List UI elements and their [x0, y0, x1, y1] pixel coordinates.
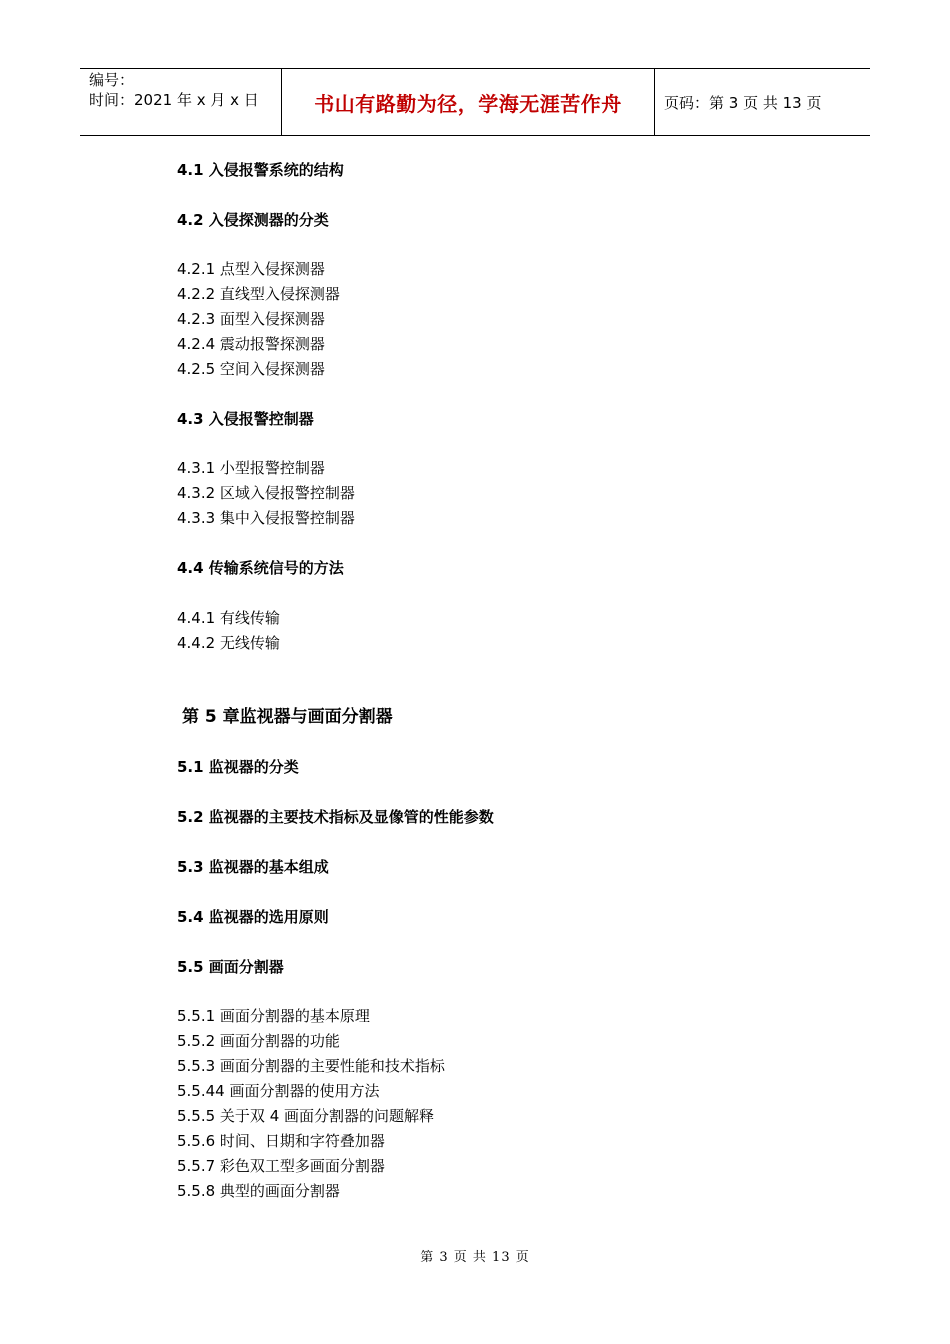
subsection-item: 4.2.2 直线型入侵探测器 — [177, 285, 340, 303]
subsection-item: 5.5.1 画面分割器的基本原理 — [177, 1007, 370, 1025]
section-heading: 4.2 入侵探测器的分类 — [177, 211, 329, 229]
number-label: 编号： — [89, 71, 135, 89]
chapter-heading: 第 5 章监视器与画面分割器 — [182, 707, 393, 727]
section-heading: 4.1 入侵报警系统的结构 — [177, 161, 344, 179]
subsection-item: 4.2.5 空间入侵探测器 — [177, 360, 325, 378]
subsection-item: 4.2.3 面型入侵探测器 — [177, 310, 325, 328]
subsection-item: 5.5.7 彩色双工型多画面分割器 — [177, 1157, 385, 1175]
section-heading: 5.4 监视器的选用原则 — [177, 908, 329, 926]
motto-text: 书山有路勤为径，学海无涯苦作舟 — [314, 91, 622, 116]
section-heading: 5.5 画面分割器 — [177, 958, 284, 976]
section-heading: 5.1 监视器的分类 — [177, 758, 299, 776]
page-info: 页码：第 3 页 共 13 页 — [664, 93, 822, 112]
subsection-item: 5.5.2 画面分割器的功能 — [177, 1032, 340, 1050]
subsection-item: 5.5.6 时间、日期和字符叠加器 — [177, 1132, 385, 1150]
subsection-item: 4.4.1 有线传输 — [177, 609, 280, 627]
section-heading: 5.2 监视器的主要技术指标及显像管的性能参数 — [177, 808, 494, 826]
subsection-item: 5.5.5 关于双 4 画面分割器的问题解释 — [177, 1107, 435, 1125]
subsection-item: 5.5.44 画面分割器的使用方法 — [177, 1082, 380, 1100]
subsection-item: 4.3.3 集中入侵报警控制器 — [177, 509, 355, 527]
subsection-item: 4.2.1 点型入侵探测器 — [177, 260, 325, 278]
subsection-item: 4.2.4 震动报警探测器 — [177, 335, 325, 353]
subsection-item: 5.5.3 画面分割器的主要性能和技术指标 — [177, 1057, 445, 1075]
subsection-item: 5.5.8 典型的画面分割器 — [177, 1182, 340, 1200]
subsection-item: 4.3.1 小型报警控制器 — [177, 459, 325, 477]
time-label: 时间：2021 年 x 月 x 日 — [89, 91, 259, 109]
section-heading: 4.3 入侵报警控制器 — [177, 410, 314, 428]
subsection-item: 4.3.2 区域入侵报警控制器 — [177, 484, 355, 502]
section-heading: 4.4 传输系统信号的方法 — [177, 559, 344, 577]
section-heading: 5.3 监视器的基本组成 — [177, 858, 329, 876]
subsection-item: 4.4.2 无线传输 — [177, 634, 280, 652]
page-footer: 第 3 页 共 13 页 — [420, 1250, 530, 1265]
